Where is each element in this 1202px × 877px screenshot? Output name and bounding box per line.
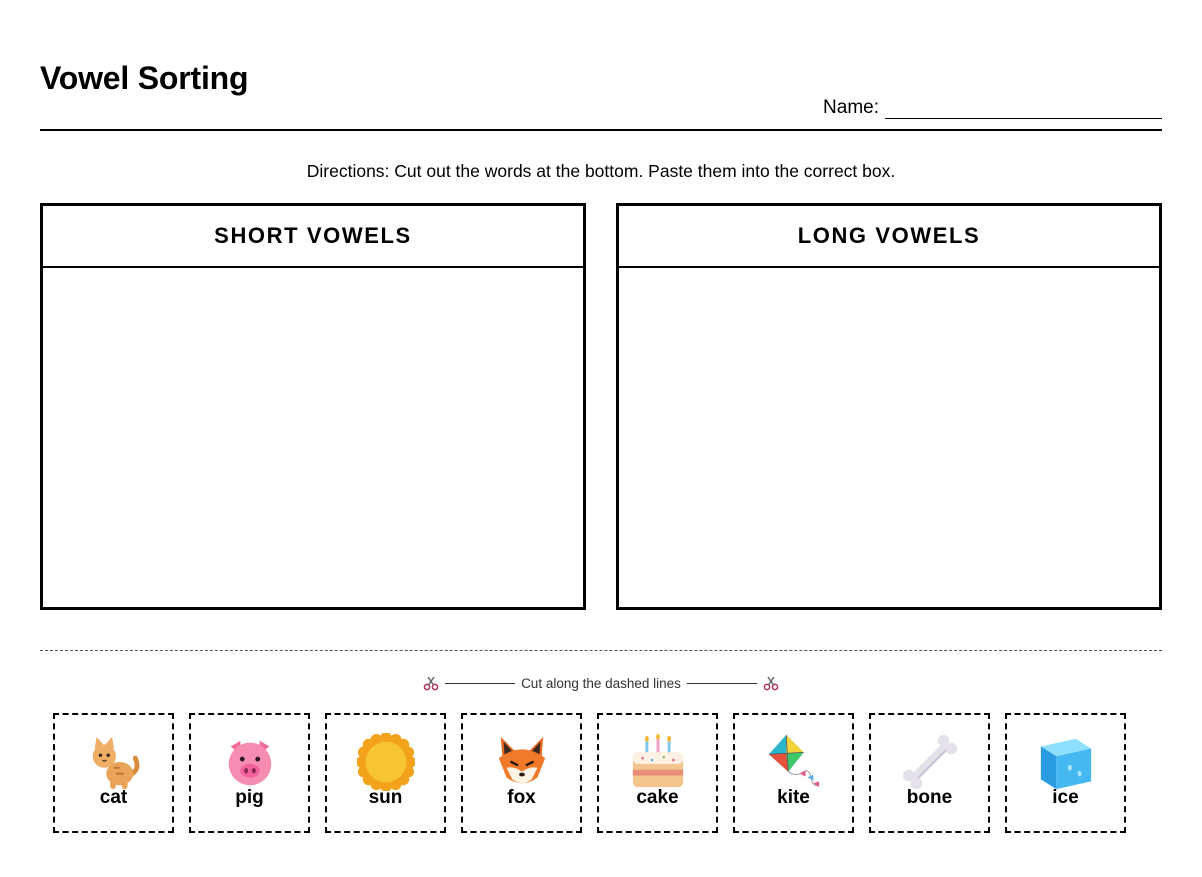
pig-icon bbox=[221, 733, 279, 791]
card-word: sun bbox=[368, 787, 403, 808]
word-card-bone[interactable] bbox=[869, 713, 990, 833]
cake-icon bbox=[629, 733, 687, 791]
worksheet-title: Vowel Sorting bbox=[40, 60, 249, 96]
word-card-kite[interactable] bbox=[733, 713, 854, 833]
cut-note-text: Cut along the dashed lines bbox=[521, 675, 681, 691]
long-vowels-box bbox=[616, 203, 1162, 610]
short-vowels-box bbox=[40, 203, 586, 610]
word-card-sun[interactable] bbox=[325, 713, 446, 833]
card-word: bone bbox=[906, 787, 953, 808]
header-divider bbox=[40, 129, 1162, 131]
cut-note-rule-right bbox=[687, 683, 757, 684]
short-vowels-heading: SHORT VOWELS bbox=[43, 206, 583, 268]
word-cards bbox=[53, 713, 1126, 833]
scissors-icon bbox=[423, 675, 439, 691]
worksheet-page bbox=[40, 0, 1162, 877]
word-card-pig[interactable] bbox=[189, 713, 310, 833]
cat-icon bbox=[85, 733, 143, 791]
sun-icon bbox=[357, 733, 415, 791]
name-blank-line bbox=[885, 98, 1162, 119]
directions-text: Directions: Cut out the words at the bottom. Paste them into the correct box. bbox=[306, 161, 896, 181]
card-word: kite bbox=[777, 787, 810, 808]
cut-note-rule-left bbox=[445, 683, 515, 684]
card-word: fox bbox=[507, 787, 536, 808]
card-word: pig bbox=[235, 787, 264, 808]
cut-instruction bbox=[40, 675, 1162, 691]
ice-cube-icon bbox=[1037, 733, 1095, 791]
card-word: cake bbox=[636, 787, 679, 808]
bone-icon bbox=[901, 733, 959, 791]
word-card-ice[interactable] bbox=[1005, 713, 1126, 833]
name-label: Name: bbox=[823, 97, 879, 118]
long-vowels-heading: LONG VOWELS bbox=[619, 206, 1159, 268]
card-word: cat bbox=[99, 787, 128, 808]
card-word: ice bbox=[1052, 787, 1079, 808]
kite-icon bbox=[765, 733, 823, 791]
name-field bbox=[823, 97, 1162, 119]
fox-icon bbox=[493, 733, 551, 791]
word-card-fox[interactable] bbox=[461, 713, 582, 833]
scissors-icon bbox=[763, 675, 779, 691]
cut-dashed-line bbox=[40, 650, 1162, 651]
word-card-cat[interactable] bbox=[53, 713, 174, 833]
word-card-cake[interactable] bbox=[597, 713, 718, 833]
